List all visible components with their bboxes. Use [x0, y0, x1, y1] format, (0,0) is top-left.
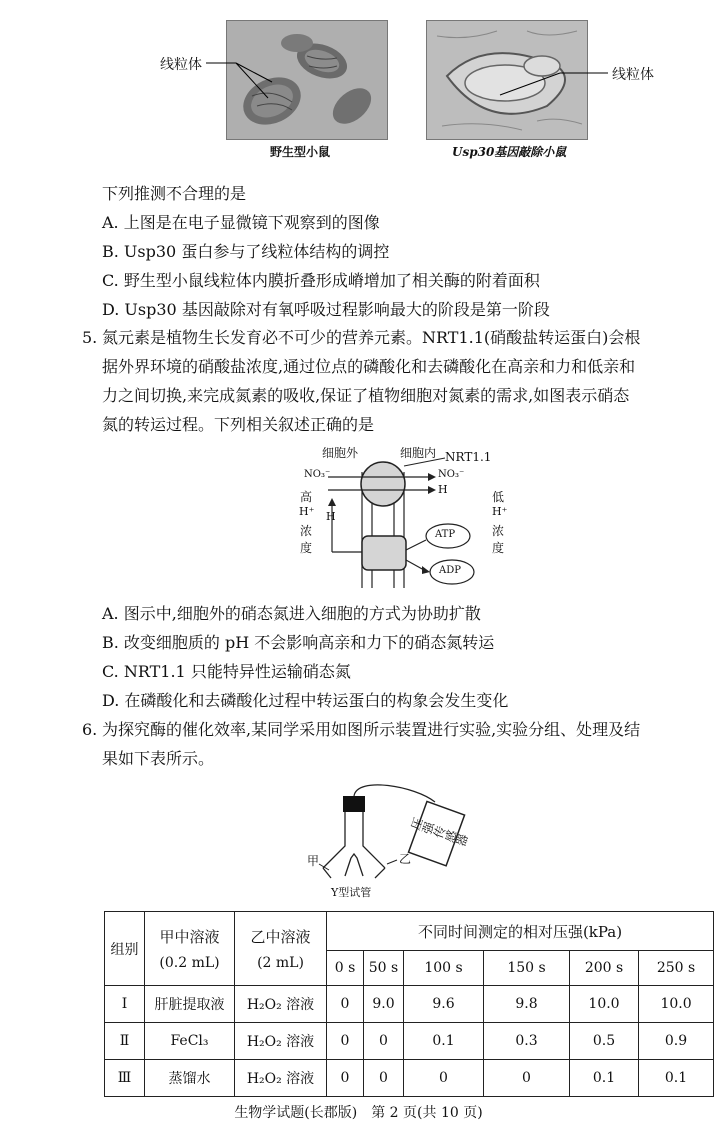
- nrt-diagram: [290, 440, 530, 590]
- value-cell: 10.0: [639, 986, 714, 1023]
- q4-option-c: C. 野生型小鼠线粒体内膜折叠形成嵴增加了相关酶的附着面积: [102, 271, 540, 290]
- inside-label: 细胞内: [400, 446, 437, 460]
- value-cell: 0.5: [570, 1023, 639, 1060]
- low-h-label: H⁺: [492, 505, 508, 518]
- q4-option-b: B. Usp30 蛋白参与了线粒体结构的调控: [102, 242, 390, 261]
- tube-label: Y型试管: [331, 886, 372, 899]
- value-cell: 0.1: [570, 1060, 639, 1097]
- time-header: 200 s: [570, 951, 639, 986]
- wildtype-mito-label: 线粒体: [160, 57, 202, 73]
- value-cell: 10.0: [570, 986, 639, 1023]
- header-jia: [145, 912, 235, 986]
- value-cell: 0.3: [484, 1023, 570, 1060]
- value-cell: 0.9: [639, 1023, 714, 1060]
- yi-cell: H₂O₂ 溶液: [235, 1060, 327, 1097]
- value-cell: 0: [364, 1060, 404, 1097]
- time-header: 100 s: [404, 951, 484, 986]
- yi-cell: H₂O₂ 溶液: [235, 986, 327, 1023]
- no3-left-label: NO₃⁻: [304, 469, 331, 480]
- h-right-label: H: [438, 483, 448, 496]
- wildtype-caption: 野生型小鼠: [270, 145, 331, 159]
- value-cell: 9.0: [364, 986, 404, 1023]
- table-row: [105, 1023, 714, 1060]
- header-jia-volume: (0.2 mL): [159, 955, 220, 971]
- time-header: 0 s: [327, 951, 364, 986]
- time-header: 150 s: [484, 951, 570, 986]
- table-row: [105, 986, 714, 1023]
- high-conc-1: 浓: [300, 524, 313, 538]
- low-conc-2: 度: [492, 541, 505, 555]
- page-footer: 生物学试题(长郡版) 第 2 页(共 10 页): [234, 1105, 483, 1121]
- header-yi-name: 乙中溶液: [250, 928, 311, 946]
- q5-stem-line-4: 氮的转运过程。下列相关叙述正确的是: [102, 415, 375, 434]
- high-label: 高: [300, 490, 313, 504]
- header-jia-name: 甲中溶液: [159, 928, 220, 946]
- value-cell: 0: [327, 1060, 364, 1097]
- header-pressure: 不同时间测定的相对压强(kPa): [327, 912, 714, 951]
- q5-option-c: C. NRT1.1 只能特异性运输硝态氮: [102, 662, 351, 681]
- header-group: 组别: [105, 912, 145, 986]
- h-left-label: H: [326, 510, 336, 523]
- knockout-pointer-lines: [490, 65, 610, 105]
- low-label: 低: [492, 490, 505, 504]
- jia-label: 甲: [307, 854, 320, 868]
- value-cell: 0: [364, 1023, 404, 1060]
- value-cell: 0.1: [404, 1023, 484, 1060]
- atp-label: ATP: [435, 529, 456, 540]
- jia-cell: 肝脏提取液: [145, 986, 235, 1023]
- group-cell: Ⅲ: [105, 1060, 145, 1097]
- q4-option-d: D. Usp30 基因敲除对有氧呼吸过程影响最大的阶段是第一阶段: [102, 300, 550, 319]
- value-cell: 9.8: [484, 986, 570, 1023]
- q5-option-a: A. 图示中,细胞外的硝态氮进入细胞的方式为协助扩散: [102, 604, 481, 623]
- wildtype-pointer-lines: [206, 58, 276, 108]
- value-cell: 0: [327, 1023, 364, 1060]
- group-cell: Ⅱ: [105, 1023, 145, 1060]
- jia-cell: FeCl₃: [145, 1023, 235, 1060]
- q6-number: 6.: [82, 720, 98, 739]
- group-cell: Ⅰ: [105, 986, 145, 1023]
- q5-option-b: B. 改变细胞质的 pH 不会影响高亲和力下的硝态氮转运: [102, 633, 495, 652]
- low-conc-1: 浓: [492, 524, 505, 538]
- y-tube-apparatus: [305, 780, 475, 908]
- value-cell: 0: [484, 1060, 570, 1097]
- q5-stem-line-2: 据外界环境的硝酸盐浓度,通过位点的磷酸化和去磷酸化在高亲和力和低亲和: [102, 357, 636, 376]
- q6-stem-line-1: 为探究酶的催化效率,某同学采用如图所示装置进行实验,实验分组、处理及结: [102, 720, 641, 739]
- high-conc-2: 度: [300, 541, 313, 555]
- q6-stem-line-2: 果如下表所示。: [102, 749, 215, 768]
- time-header: 250 s: [639, 951, 714, 986]
- q5-stem-line-3: 力之间切换,来完成氮素的吸收,保证了植物细胞对氮素的需求,如图表示硝态: [102, 386, 630, 405]
- sensor-label: 压强传感器: [408, 815, 470, 850]
- knockout-mito-label: 线粒体: [612, 67, 654, 83]
- knockout-caption: Usp30基因敲除小鼠: [452, 145, 567, 159]
- high-h-label: H⁺: [299, 505, 315, 518]
- q5-stem-line-1: 氮元素是植物生长发育必不可少的营养元素。NRT1.1(硝酸盐转运蛋白)会根: [102, 328, 641, 347]
- adp-label: ADP: [439, 565, 461, 576]
- value-cell: 0: [327, 986, 364, 1023]
- no3-right-label: NO₃⁻: [438, 469, 465, 480]
- q5-number: 5.: [82, 328, 98, 347]
- time-header: 50 s: [364, 951, 404, 986]
- table-row: [105, 1060, 714, 1097]
- q4-stem: 下列推测不合理的是: [102, 184, 247, 203]
- value-cell: 0: [404, 1060, 484, 1097]
- q5-option-d: D. 在磷酸化和去磷酸化过程中转运蛋白的构象会发生变化: [102, 691, 509, 710]
- jia-cell: 蒸馏水: [145, 1060, 235, 1097]
- q4-option-a: A. 上图是在电子显微镜下观察到的图像: [102, 213, 380, 232]
- results-table: [104, 911, 714, 1097]
- nrt-label: NRT1.1: [445, 450, 492, 464]
- header-yi-volume: (2 mL): [257, 955, 304, 971]
- yi-label: 乙: [399, 852, 412, 866]
- yi-cell: H₂O₂ 溶液: [235, 1023, 327, 1060]
- value-cell: 9.6: [404, 986, 484, 1023]
- header-yi: [235, 912, 327, 986]
- outside-label: 细胞外: [322, 446, 359, 460]
- value-cell: 0.1: [639, 1060, 714, 1097]
